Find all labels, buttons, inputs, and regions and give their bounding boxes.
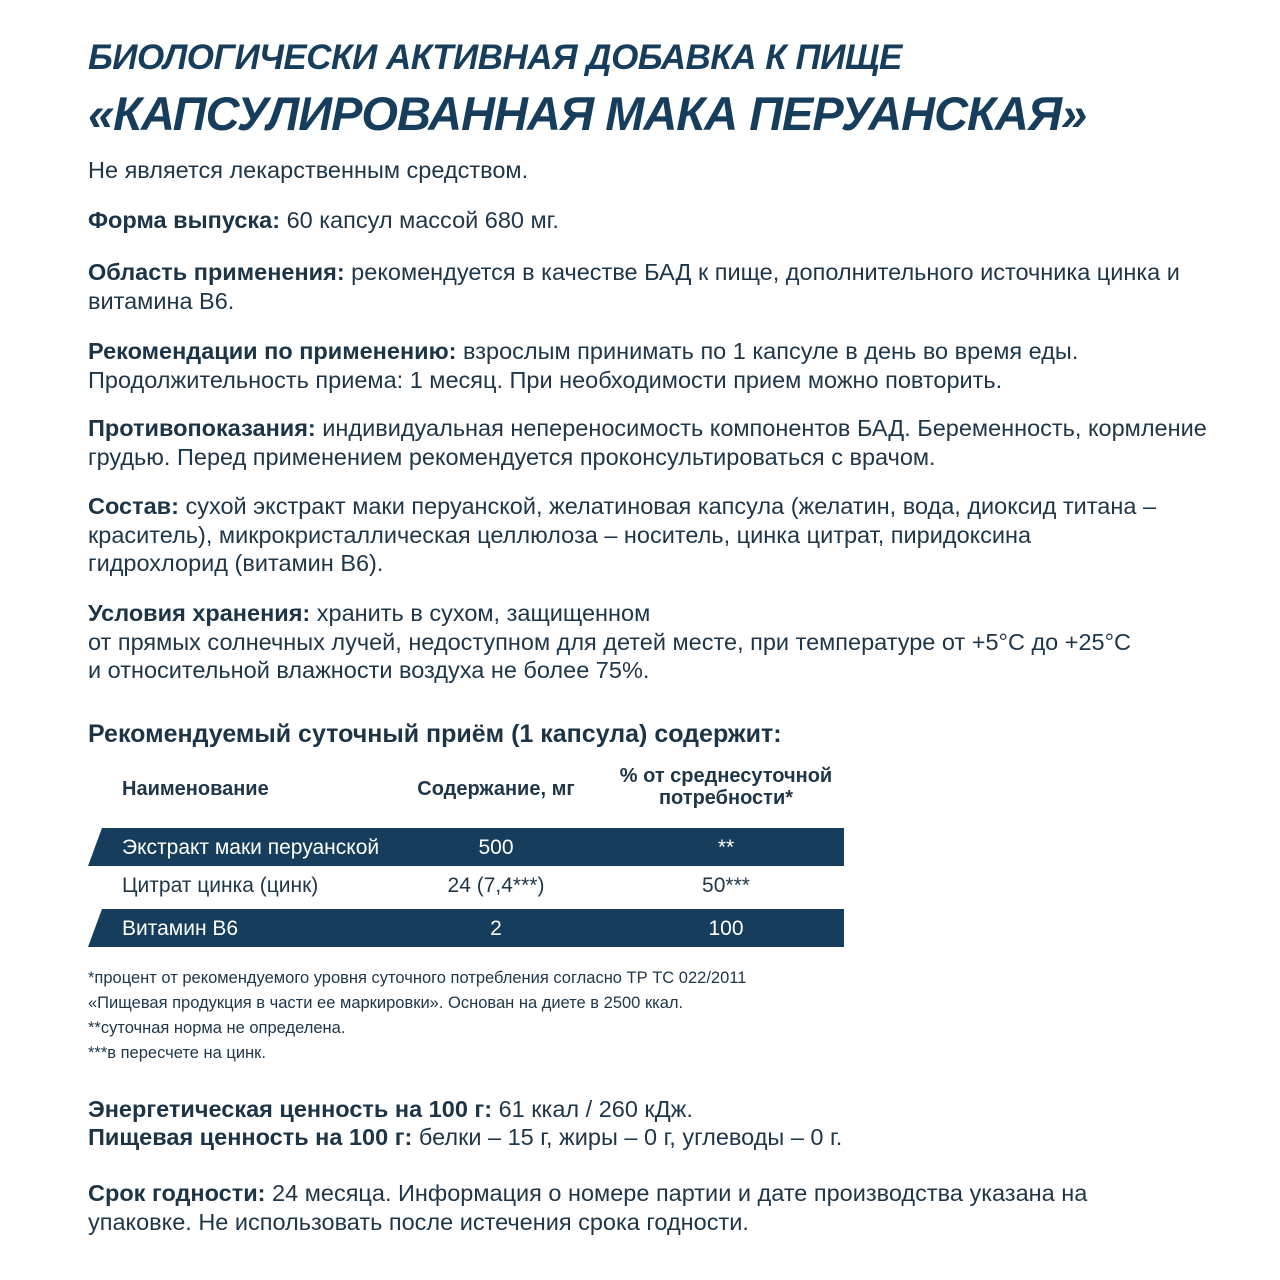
- storage-text-3: и относительной влажности воздуха не более 75%.: [88, 657, 650, 683]
- recommendations-text: взрослым принимать по 1 капсуле в день во время еды. Продолжительность приема: 1 месяц. При необходимости прием можно повторить.: [88, 338, 1079, 393]
- composition-text: сухой экстракт маки перуанской, желатиновая капсула (желатин, вода, диоксид титана – краситель), микрокристаллическая целлюлоза – носитель, цинка цитрат, пиридоксина гидрохлорид (витамин В6).: [88, 493, 1157, 576]
- row-1-name: Экстракт маки перуанской: [122, 836, 380, 859]
- recommendations: [88, 337, 1218, 394]
- title-line-2: «КАПСУЛИРОВАННАЯ МАКА ПЕРУАНСКАЯ»: [88, 87, 1087, 140]
- composition: [88, 492, 1158, 578]
- header-percent-line-2: потребности*: [658, 787, 794, 809]
- energy-value: [88, 1095, 1218, 1124]
- not-medicine-note: Не является лекарственным средством.: [88, 157, 529, 183]
- row-1-percent: **: [717, 836, 735, 859]
- footnote-4: ***в пересчете на цинк.: [88, 1044, 266, 1062]
- release-form-text: 60 капсул массой 680 мг.: [280, 207, 559, 233]
- contraindications-text: индивидуальная непереносимость компонентов БАД. Беременность, кормление грудью. Перед применением рекомендуется проконсультироваться с врачом.: [88, 415, 1207, 470]
- storage-text-1: хранить в сухом, защищенном: [310, 600, 651, 626]
- shelf-life-text: 24 месяца. Информация о номере партии и дате производства указана на упаковке. Не использовать после истечения срока годности.: [88, 1180, 1088, 1235]
- storage-label: Условия хранения:: [88, 600, 311, 626]
- usage-area: [88, 258, 1218, 315]
- row-3-name: Витамин В6: [122, 917, 239, 940]
- row-3-content: 2: [490, 917, 502, 940]
- usage-area-label: Область применения:: [88, 259, 345, 285]
- footnote-2: «Пищевая продукция в части ее маркировки». Основан на диете в 2500 ккал.: [88, 994, 684, 1012]
- release-form-label: Форма выпуска:: [88, 207, 281, 233]
- title-line-1: БИОЛОГИЧЕСКИ АКТИВНАЯ ДОБАВКА К ПИЩЕ: [88, 38, 902, 77]
- footnotes: [88, 966, 888, 1066]
- storage-conditions: [88, 599, 1218, 685]
- contraindications-label: Противопоказания:: [88, 415, 316, 441]
- row-2-content: 24 (7,4***): [447, 874, 545, 897]
- nutrition-value: [88, 1123, 1218, 1152]
- footnote-1: *процент от рекомендуемого уровня суточного потребления согласно ТР ТС 022/2011: [88, 969, 747, 987]
- nutrition-label: Пищевая ценность на 100 г:: [88, 1124, 413, 1150]
- header-content: Содержание, мг: [417, 778, 575, 800]
- recommendations-label: Рекомендации по применению:: [88, 338, 457, 364]
- shelf-life: [88, 1179, 1138, 1236]
- header-percent: [606, 765, 846, 809]
- row-2-name: Цитрат цинка (цинк): [122, 874, 319, 897]
- storage-text-2: от прямых солнечных лучей, недоступном для детей месте, при температуре от +5°С до +25°С: [88, 628, 1131, 655]
- contraindications: [88, 414, 1218, 471]
- shelf-life-label: Срок годности:: [88, 1180, 266, 1206]
- row-2-percent: 50***: [702, 874, 750, 897]
- header-name: Наименование: [122, 778, 269, 800]
- daily-intake-heading: Рекомендуемый суточный приём (1 капсула) содержит:: [88, 720, 782, 748]
- nutrition-text: белки – 15 г, жиры – 0 г, углеводы – 0 г.: [412, 1124, 843, 1150]
- usage-area-text: рекомендуется в качестве БАД к пище, дополнительного источника цинка и витамина В6.: [88, 259, 1180, 314]
- release-form: [88, 206, 1218, 235]
- footnote-3: **суточная норма не определена.: [88, 1019, 346, 1037]
- row-3-percent: 100: [708, 917, 744, 940]
- row-1-content: 500: [478, 836, 514, 859]
- energy-label: Энергетическая ценность на 100 г:: [88, 1096, 493, 1122]
- energy-text: 61 ккал / 260 кДж.: [492, 1096, 693, 1122]
- header-percent-line-1: % от среднесуточной: [619, 765, 833, 787]
- composition-label: Состав:: [88, 493, 179, 519]
